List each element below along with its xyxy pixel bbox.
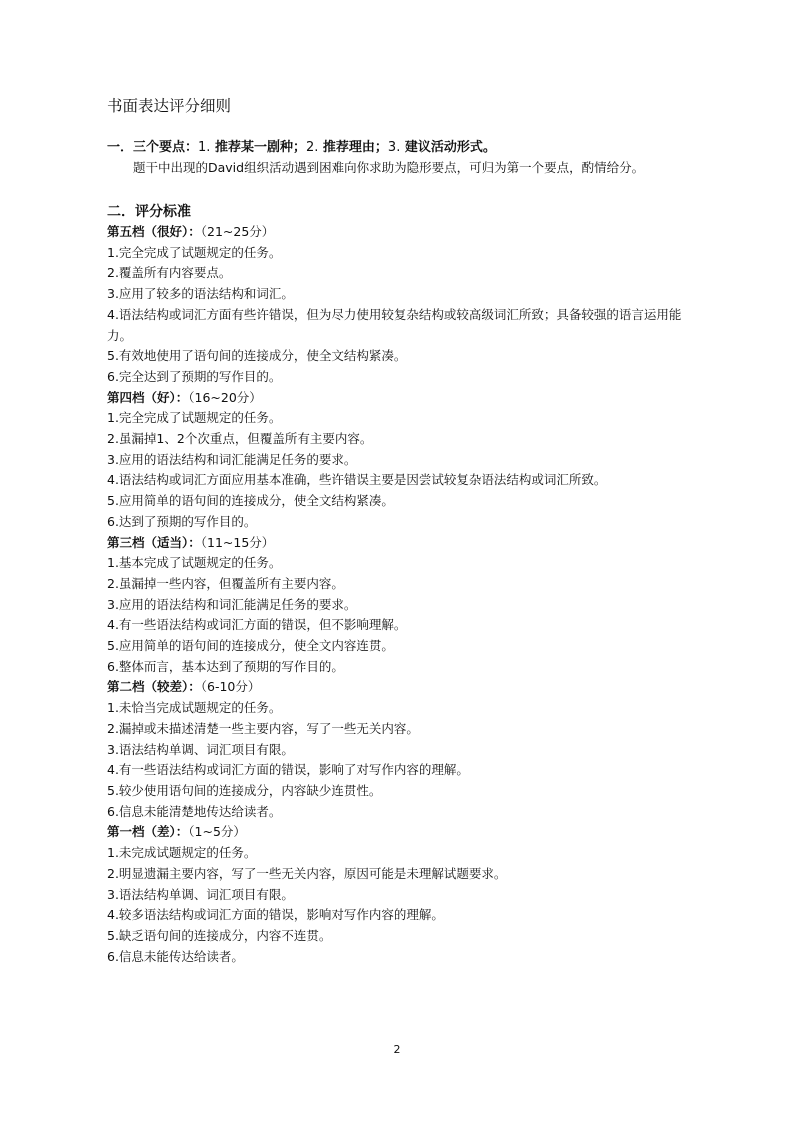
criteria-item: 3.语法结构单调、词汇项目有限。	[107, 741, 294, 757]
key-point-3: 建议活动形式。	[404, 140, 496, 155]
criteria-item: 4.有一些语法结构或词汇方面的错误，但不影响理解。	[107, 617, 407, 633]
level-heading: 第三档（适当）：（11~15分）	[107, 534, 275, 550]
level-heading: 第四档（好）：（16~20分）	[107, 389, 262, 405]
key-points-note: 题干中出现的David组织活动遇到困难向你求助为隐形要点，可归为第一个要点，酌情给分。	[133, 160, 645, 175]
level-block	[107, 222, 697, 388]
criteria-item: 2.虽漏掉1、2个次重点，但覆盖所有主要内容。	[107, 431, 373, 447]
criteria-item: 1.未完成试题规定的任务。	[107, 845, 257, 861]
level-block	[107, 677, 697, 822]
criteria-item: 6.完全达到了预期的写作目的。	[107, 368, 282, 384]
key-points-line: 一．三个要点：1. 推荐某一剧种；2. 推荐理由；3. 建议活动形式。	[107, 140, 496, 155]
criteria-item: 4.语法结构或词汇方面应用基本准确，些许错误主要是因尝试较复杂语法结构或词汇所致。	[107, 472, 607, 488]
criteria-item: 5.较少使用语句间的连接成分，内容缺少连贯性。	[107, 782, 382, 798]
criteria-item: 1.未恰当完成试题规定的任务。	[107, 700, 282, 716]
criteria-item: 5.应用简单的语句间的连接成分，使全文结构紧凑。	[107, 493, 394, 509]
criteria-item: 4.较多语法结构或词汇方面的错误，影响对写作内容的理解。	[107, 907, 444, 923]
criteria-item: 6.整体而言，基本达到了预期的写作目的。	[107, 658, 344, 674]
criteria-item: 4.语法结构或词汇方面有些许错误，但为尽力使用较复杂结构或较高级词汇所致；具备较强的语言运用能力。	[107, 306, 682, 343]
key-point-2: 推荐理由；	[322, 140, 388, 155]
key-points-label: 一．三个要点：	[107, 140, 199, 155]
criteria-item: 6.信息未能传达给读者。	[107, 948, 244, 964]
level-block	[107, 388, 697, 533]
section-scoring-standard	[107, 202, 697, 967]
scoring-standard-heading: 二．评分标准	[107, 204, 191, 220]
criteria-item: 2.覆盖所有内容要点。	[107, 265, 232, 281]
level-heading: 第五档（很好）：（21~25分）	[107, 224, 275, 239]
criteria-item: 1.完全完成了试题规定的任务。	[107, 244, 282, 260]
criteria-item: 3.应用了较多的语法结构和词汇。	[107, 286, 294, 302]
criteria-item: 5.有效地使用了语句间的连接成分，使全文结构紧凑。	[107, 348, 407, 364]
section-key-points	[107, 138, 707, 178]
criteria-item: 4.有一些语法结构或词汇方面的错误，影响了对写作内容的理解。	[107, 762, 469, 778]
criteria-item: 6.信息未能清楚地传达给读者。	[107, 803, 282, 819]
criteria-item: 3.语法结构单调、词汇项目有限。	[107, 886, 294, 902]
criteria-item: 1.完全完成了试题规定的任务。	[107, 410, 282, 426]
criteria-item: 2.明显遗漏主要内容，写了一些无关内容，原因可能是未理解试题要求。	[107, 865, 507, 881]
criteria-item: 5.缺乏语句间的连接成分，内容不连贯。	[107, 927, 332, 943]
level-block	[107, 822, 697, 967]
level-heading: 第二档（较差）：（6-10分）	[107, 679, 261, 695]
key-point-1: 推荐某一剧种；	[214, 140, 306, 155]
criteria-item: 5.应用简单的语句间的连接成分，使全文内容连贯。	[107, 638, 394, 654]
criteria-item: 6.达到了预期的写作目的。	[107, 513, 257, 529]
page-number: 2	[393, 1043, 401, 1056]
level-heading: 第一档（差）：（1~5分）	[107, 824, 246, 840]
criteria-item: 2.漏掉或未描述清楚一些主要内容，写了一些无关内容。	[107, 720, 419, 736]
level-block	[107, 533, 697, 678]
criteria-item: 3.应用的语法结构和词汇能满足任务的要求。	[107, 451, 357, 467]
criteria-item: 3.应用的语法结构和词汇能满足任务的要求。	[107, 596, 357, 612]
criteria-item: 1.基本完成了试题规定的任务。	[107, 555, 282, 571]
page-title: 书面表达评分细则	[107, 97, 232, 115]
criteria-item: 2.虽漏掉一些内容，但覆盖所有主要内容。	[107, 575, 344, 591]
